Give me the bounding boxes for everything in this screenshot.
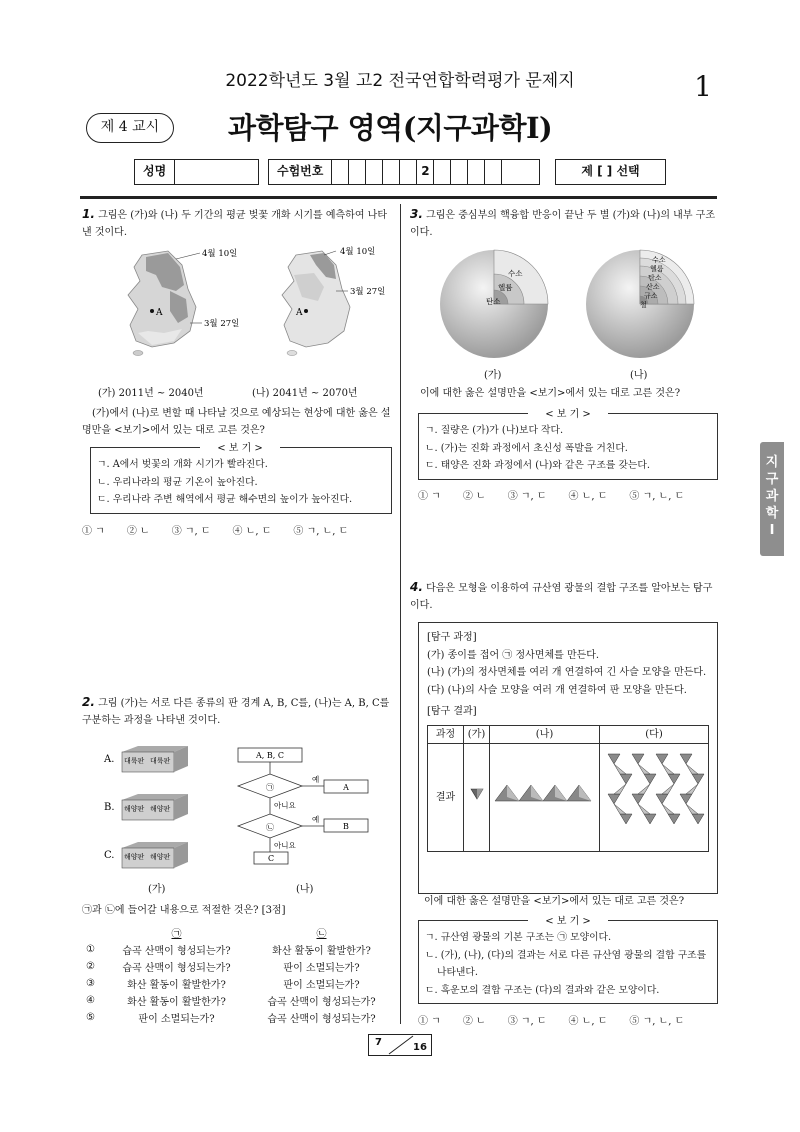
question-text: 다음은 모형을 이용하여 규산염 광물의 결합 구조를 알아보는 탐구이다. — [410, 583, 713, 611]
map-b-point: A — [296, 308, 303, 318]
choice-3[interactable]: ③ ㄱ, ㄷ — [507, 491, 547, 502]
map-a-caption: (가) 2011년 ~ 2040년 — [98, 388, 204, 399]
page-counter — [368, 1034, 432, 1056]
bogi-item: ㄱ. 규산염 광물의 기본 구조는 ㉠ 모양이다. — [425, 932, 612, 943]
answer-row[interactable] — [82, 975, 394, 992]
layer-label: 산소 — [646, 283, 660, 291]
plate-label: 해양판 — [150, 805, 171, 813]
choice-label: 제 [ ] 선택 — [581, 164, 640, 178]
question-1 — [82, 206, 394, 241]
question-3-bogi — [418, 409, 718, 480]
question-1-bogi — [90, 443, 392, 514]
map-a-point: A — [156, 308, 163, 318]
exam-title: 2022학년도 3월 고2 전국연합학력평가 문제지 — [225, 71, 575, 91]
layer-label: 수소 — [652, 256, 666, 264]
question-text: 그림은 (가)와 (나) 두 기간의 평균 벚꽃 개화 시기를 예측하여 나타낸 것이다. — [82, 210, 388, 238]
question-1-choices — [82, 522, 370, 537]
block-label: A. — [104, 754, 115, 765]
question-number: 3. — [410, 207, 423, 221]
choice-4[interactable]: ④ ㄴ, ㄷ — [232, 526, 272, 537]
question-4-prompt: 이에 대한 옳은 설명만을 <보기>에서 있는 대로 고른 것은? — [424, 896, 685, 907]
bogi-item: ㄷ. 우리나라 주변 해역에서 평균 해수면의 높이가 높아진다. — [97, 494, 353, 505]
subject-sub: (지구과학Ⅰ) — [402, 111, 553, 145]
star-caption-b: (나) — [630, 370, 648, 381]
answer-a: 화산 활동이 활발한가? — [127, 997, 226, 1008]
exam-digit-cell[interactable] — [434, 160, 451, 184]
exam-digit-cell[interactable] — [349, 160, 366, 184]
choice-5[interactable]: ⑤ ㄱ, ㄴ, ㄷ — [629, 1016, 685, 1027]
layer-label: 철 — [640, 301, 647, 309]
exam-digit-cell[interactable] — [366, 160, 383, 184]
question-number: 4. — [410, 580, 423, 594]
exam-number-label: 수험번호 — [269, 160, 332, 184]
question-1-prompt: (가)에서 (나)로 변할 때 나타날 것으로 예상되는 현상에 대한 옳은 설명만을 <보기>에서 있는 대로 고른 것은? — [82, 408, 391, 436]
subject-side-tab — [760, 442, 784, 556]
flow-no-1: 아니요 — [274, 801, 296, 810]
answer-num: ⑤ — [86, 1012, 95, 1023]
jeju-a — [133, 351, 143, 356]
answer-b: 판이 소멸되는가? — [283, 980, 360, 991]
page-current: 7 — [375, 1037, 382, 1048]
top-rule — [80, 196, 717, 199]
cherry-blossom-maps — [90, 245, 390, 365]
column-divider — [400, 204, 401, 1024]
exam-digit-cell[interactable] — [451, 160, 468, 184]
name-box — [134, 159, 259, 185]
result-chain — [490, 744, 600, 852]
layer-label: 헬륨 — [650, 265, 664, 273]
answer-num: ② — [86, 961, 95, 972]
question-3-prompt: 이에 대한 옳은 설명만을 <보기>에서 있는 대로 고른 것은? — [420, 388, 681, 399]
question-number: 2. — [82, 695, 95, 709]
question-2-prompt: ㉠과 ㉡에 들어갈 내용으로 적절한 것은? [3점] — [82, 905, 286, 916]
flow-start: A, B, C — [256, 751, 284, 760]
table-head: (가) — [464, 725, 490, 744]
map-b — [282, 246, 385, 356]
name-label: 성명 — [135, 160, 175, 184]
plate-label: 해양판 — [124, 805, 145, 813]
exam-digit-cell[interactable] — [332, 160, 349, 184]
block-b — [104, 794, 188, 820]
question-4-choices — [418, 1012, 706, 1027]
figure-caption-a: (가) — [148, 884, 166, 895]
exam-digit-cell[interactable] — [468, 160, 485, 184]
point-a-marker — [150, 309, 154, 313]
choice-box — [555, 159, 666, 185]
question-2 — [82, 694, 394, 729]
flow-yes-1: 예 — [312, 775, 320, 784]
layer-label: 수소 — [508, 269, 523, 278]
flow-yes-2: 예 — [312, 815, 320, 824]
flow-out-2: B — [343, 822, 349, 831]
map-b-bottom-label: 3월 27일 — [350, 287, 386, 297]
star-structures — [428, 246, 708, 366]
plate-label: 대륙판 — [150, 757, 171, 765]
question-3-choices — [418, 487, 706, 502]
bogi-item: ㄱ. 질량은 (가)가 (나)보다 작다. — [425, 425, 564, 436]
answer-num: ③ — [86, 978, 95, 989]
answer-num: ① — [86, 944, 95, 955]
question-text: 그림 (가)는 서로 다른 종류의 판 경계 A, B, C를, (나)는 A, B, C를 구분하는 과정을 나타낸 것이다. — [82, 698, 390, 726]
figure-caption-b: (나) — [296, 884, 314, 895]
table-head: (나) — [490, 725, 600, 744]
answer-a: 습곡 산맥이 형성되는가? — [122, 963, 231, 974]
bogi-title: < 보 기 > — [528, 912, 608, 927]
answer-b: 판이 소멸되는가? — [283, 963, 360, 974]
layer-label: 탄소 — [486, 297, 501, 306]
exam-digit-cell: 2 — [417, 160, 434, 184]
row-label: 결과 — [428, 744, 464, 852]
block-label: C. — [104, 850, 115, 861]
name-field[interactable] — [175, 160, 258, 184]
bogi-title: < 보 기 > — [200, 439, 280, 454]
answer-row[interactable] — [82, 958, 394, 975]
choice-5[interactable]: ⑤ ㄱ, ㄴ, ㄷ — [293, 526, 349, 537]
result-title: [탐구 결과] — [427, 706, 477, 717]
plate-boundary-figure — [98, 744, 394, 884]
map-a-top-label: 4월 10일 — [202, 249, 238, 259]
block-a — [103, 746, 188, 772]
tetrahedron-icon — [469, 786, 485, 802]
process-step: (나) (가)의 정사면체를 여러 개 연결하여 긴 사슬 모양을 만든다. — [427, 667, 707, 678]
question-number: 1. — [82, 207, 95, 221]
chain-icon — [493, 779, 597, 809]
process-title: [탐구 과정] — [427, 632, 477, 643]
subject-name: 과학탐구 영역 — [228, 111, 403, 145]
period-badge: 제 4 교시 — [86, 113, 174, 143]
exam-digit-cell[interactable] — [383, 160, 400, 184]
choice-4[interactable]: ④ ㄴ, ㄷ — [568, 1016, 608, 1027]
table-head: (다) — [600, 725, 709, 744]
bogi-item: ㄷ. 흑운모의 결합 구조는 (다)의 결과와 같은 모양이다. — [425, 984, 660, 996]
process-step: (가) 종이를 접어 ㉠ 정사면체를 만든다. — [427, 649, 600, 661]
plate-label: 해양판 — [124, 853, 145, 861]
side-tab-label: 지구과학Ⅰ — [765, 455, 779, 538]
question-text: 그림은 중심부의 핵융합 반응이 끝난 두 별 (가)와 (나)의 내부 구조이다. — [410, 210, 716, 238]
exam-digit-cell[interactable] — [400, 160, 417, 184]
choice-1[interactable]: ① ㄱ — [418, 491, 441, 502]
choice-2[interactable]: ② ㄴ — [126, 526, 150, 537]
answer-b: 습곡 산맥이 형성되는가? — [267, 997, 376, 1008]
choice-3[interactable]: ③ ㄱ, ㄷ — [507, 1016, 547, 1027]
question-4 — [410, 579, 718, 614]
page-number: 1 — [694, 70, 712, 103]
answer-head-2: ㉡ — [316, 929, 327, 940]
star-a — [440, 250, 548, 358]
choice-1[interactable]: ① ㄱ — [418, 1016, 441, 1027]
sheet-icon — [602, 744, 706, 844]
star-caption-a: (가) — [484, 370, 502, 381]
layer-label: 헬륨 — [498, 283, 513, 292]
bogi-item: ㄱ. A에서 벚꽃의 개화 시기가 빨라진다. — [97, 459, 268, 470]
bogi-title: < 보 기 > — [528, 405, 608, 420]
map-a-bottom-label: 3월 27일 — [204, 319, 240, 329]
question-2-answer-table — [82, 924, 394, 1026]
choice-2[interactable]: ② ㄴ — [462, 1016, 486, 1027]
page-total: 16 — [413, 1042, 427, 1053]
plate-label: 해양판 — [150, 853, 171, 861]
star-b — [586, 250, 694, 358]
subject-title — [228, 106, 552, 147]
result-table — [427, 725, 709, 853]
exam-number-box — [268, 159, 540, 185]
block-c — [104, 842, 188, 868]
answer-a: 화산 활동이 활발한가? — [127, 980, 226, 991]
answer-row[interactable] — [82, 992, 394, 1009]
choice-5[interactable]: ⑤ ㄱ, ㄴ, ㄷ — [629, 491, 685, 502]
plate-label: 대륙판 — [124, 757, 145, 765]
answer-a: 습곡 산맥이 형성되는가? — [122, 946, 231, 957]
result-sheet — [600, 744, 709, 852]
exam-digit-cell[interactable] — [485, 160, 502, 184]
block-label: B. — [104, 802, 115, 813]
choice-1[interactable]: ① ㄱ — [82, 526, 105, 537]
flow-no-2: 아니요 — [274, 841, 296, 850]
bogi-item: ㄴ. 우리나라의 평균 기온이 높아진다. — [97, 476, 258, 488]
map-b-top-label: 4월 10일 — [340, 247, 376, 257]
answer-b: 화산 활동이 활발한가? — [272, 946, 371, 957]
choice-4[interactable]: ④ ㄴ, ㄷ — [568, 491, 608, 502]
inquiry-box — [418, 622, 718, 894]
question-3 — [410, 206, 718, 241]
answer-row[interactable] — [82, 1009, 394, 1026]
result-tetrahedron — [464, 744, 490, 852]
bogi-item: ㄷ. 태양은 진화 과정에서 (나)와 같은 구조를 갖는다. — [425, 460, 650, 471]
flow-out-1: A — [343, 783, 349, 792]
bogi-item: ㄴ. (가), (나), (다)의 결과는 서로 다른 규산염 광물의 결합 구조를 나타낸다. — [425, 949, 707, 978]
map-b-caption: (나) 2041년 ~ 2070년 — [252, 388, 358, 399]
point-b-marker — [304, 309, 308, 313]
answer-num: ④ — [86, 995, 95, 1006]
answer-head-1: ㉠ — [171, 929, 182, 940]
flow-decision-2: ㉡ — [266, 823, 274, 832]
flow-out-3: C — [267, 854, 275, 863]
answer-a: 판이 소멸되는가? — [138, 1014, 215, 1025]
answer-row[interactable] — [82, 941, 394, 958]
layer-label: 규소 — [644, 292, 658, 300]
process-step: (다) (나)의 사슬 모양을 여러 개 연결하여 판 모양을 만든다. — [427, 684, 687, 696]
table-head: 과정 — [428, 725, 464, 744]
map-a — [128, 248, 239, 356]
jeju-b — [287, 351, 297, 356]
exam-digit-cell[interactable] — [502, 160, 519, 184]
flow-decision-1: ㉠ — [266, 783, 274, 792]
bogi-item: ㄴ. (가)는 진화 과정에서 초신성 폭발을 거친다. — [425, 442, 628, 454]
question-4-bogi — [418, 916, 718, 1004]
choice-3[interactable]: ③ ㄱ, ㄷ — [171, 526, 211, 537]
layer-label: 탄소 — [648, 274, 662, 282]
answer-b: 습곡 산맥이 형성되는가? — [267, 1014, 376, 1025]
choice-2[interactable]: ② ㄴ — [462, 491, 486, 502]
flowchart — [238, 748, 368, 864]
